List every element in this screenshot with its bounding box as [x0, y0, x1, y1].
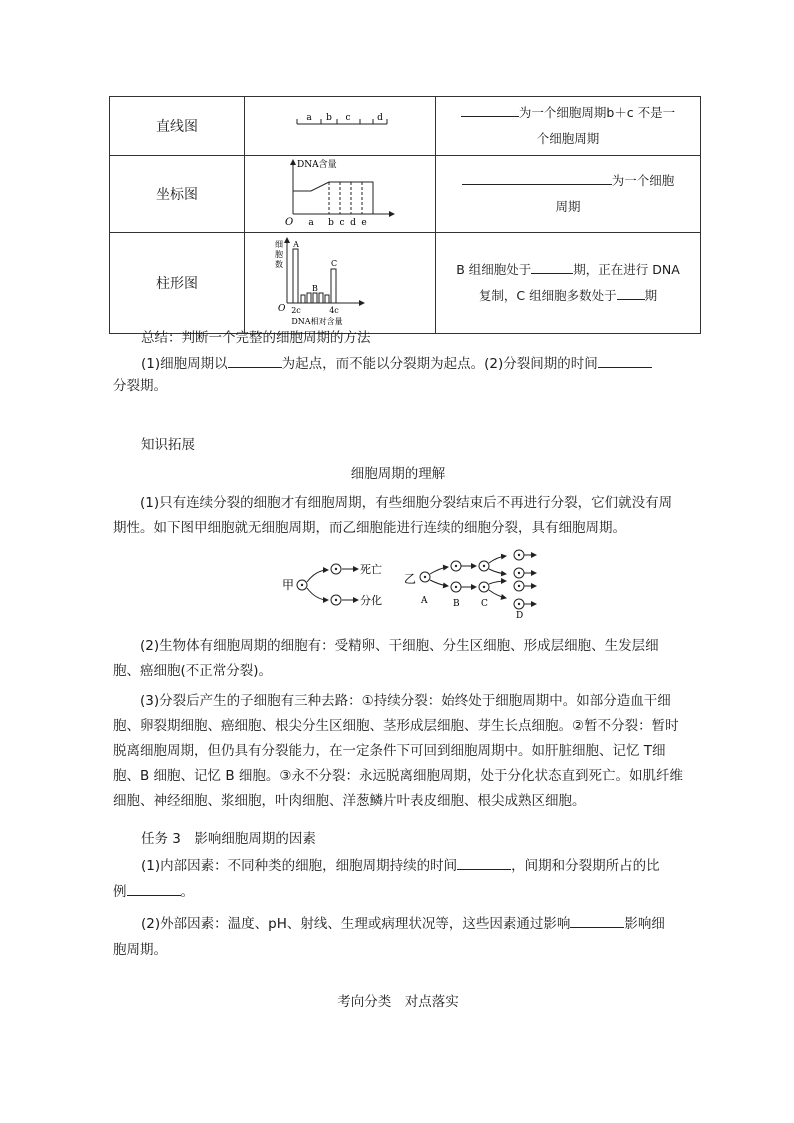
answer-text: B 组细胞处于	[456, 262, 532, 277]
origin-label: O	[278, 304, 286, 314]
coordinate-diagram-cell	[245, 156, 436, 233]
segment-label: a	[306, 113, 312, 123]
x-tick-label: e	[361, 218, 367, 228]
bar-label: B	[312, 284, 318, 293]
x-tick-label: b	[328, 218, 334, 228]
answer-blank	[598, 353, 652, 368]
answer-blank	[228, 353, 282, 368]
line-diagram-cell	[245, 97, 436, 156]
row-label: 坐标图	[110, 156, 245, 233]
section-title: 考向分类 对点落实	[337, 994, 459, 1010]
table-row	[110, 156, 701, 233]
answer-cell	[436, 156, 701, 233]
segment-label: d	[377, 113, 383, 123]
task-paragraph-2: (2)外部因素：温度、pH、射线、生理或病理状况等，这些因素通过影响 影响细 胞周期。	[113, 911, 683, 963]
bar-label: C	[330, 259, 338, 268]
answer-text: 周期	[555, 199, 581, 214]
coordinate-diagram	[245, 156, 435, 228]
x-tick-label: c	[339, 218, 345, 228]
answer-cell	[436, 233, 701, 334]
label-stage: D	[516, 611, 524, 620]
y-axis-label-char: 胞	[275, 250, 283, 259]
table-row	[110, 97, 701, 156]
answer-text: 为一个细胞周期b＋c 不是一	[518, 105, 676, 120]
answer-blank	[127, 881, 181, 896]
section-heading: 知识拓展	[141, 437, 195, 453]
section-title: 细胞周期的理解	[350, 466, 446, 482]
summary-title: 总结：判断一个完整的细胞周期的方法	[141, 330, 371, 346]
answer-blank	[617, 285, 645, 300]
row-label: 直线图	[110, 97, 245, 156]
answer-text: 复制，C 组细胞多数处于	[478, 288, 617, 303]
segment-label: c	[345, 113, 351, 123]
answer-text: 期，正在进行 DNA	[573, 262, 680, 277]
label-jia: 甲	[282, 578, 295, 592]
x-tick-label: a	[308, 218, 314, 228]
answer-cell	[436, 97, 701, 156]
extension-paragraph-3: (3)分裂后产生的子细胞有三种去路：①持续分裂：始终处于细胞周期中。如部分造血干细胞、卵裂期细胞、癌细胞、根尖分生区细胞、茎形成层细胞、芽生长点细胞。②暂不分裂：暂时脱离细胞周期，但仍具有分裂能力，在一定条件下可回到细胞周期中。如肝脏细胞、记忆 T细胞、B 细胞、记忆 B 细胞。③永不分裂：永远脱离细胞周期，处于分化状态直到死亡。如肌纤维细胞、神经细胞、浆细胞，叶肉细胞、洋葱鳞片叶表皮细胞、根尖成熟区细胞。	[113, 693, 683, 809]
summary-paragraph: (1)细胞周期以 为起点，而不能以分裂期为起点。(2)分裂间期的时间 分裂期。	[113, 353, 683, 397]
label-death: 死亡	[360, 563, 382, 576]
x-tick-label: 4c	[329, 306, 339, 315]
answer-blank	[461, 102, 519, 117]
label-differentiation: 分化	[360, 594, 382, 607]
bar-label: A	[293, 240, 299, 249]
label-stage: B	[453, 599, 460, 609]
y-axis-label: DNA含量	[297, 160, 337, 170]
x-tick-label: d	[350, 218, 356, 228]
segment-label: b	[326, 113, 332, 123]
row-label: 柱形图	[110, 233, 245, 334]
table-row	[110, 233, 701, 334]
cell-division-figure	[280, 548, 540, 620]
extension-paragraph-2: (2)生物体有细胞周期的细胞有：受精卵、干细胞、分生区细胞、形成层细胞、生发层细胞、癌细胞(不正常分裂)。	[113, 638, 659, 679]
label-stage: A	[421, 596, 428, 606]
label-yi: 乙	[404, 572, 417, 586]
answer-text: 为一个细胞	[611, 173, 675, 188]
task-paragraph-1: (1)内部因素：不同种类的细胞，细胞周期持续的时间 ，间期和分裂期所占的比 例 。	[113, 853, 683, 905]
answer-blank	[457, 855, 511, 870]
answer-blank	[531, 259, 573, 274]
x-axis-label: DNA相对含量	[291, 317, 343, 326]
answer-text: 个细胞周期	[536, 131, 600, 146]
label-stage: C	[481, 599, 488, 609]
task-title: 任务 3 影响细胞周期的因素	[141, 831, 316, 847]
x-tick-label: 2c	[291, 306, 301, 315]
cell-cycle-table	[109, 96, 701, 334]
line-diagram	[245, 97, 435, 151]
extension-paragraph-1: (1)只有连续分裂的细胞才有细胞周期，有些细胞分裂结束后不再进行分裂，它们就没有周期性。如下图甲细胞就无细胞周期，而乙细胞能进行连续的细胞分裂，具有细胞周期。	[113, 495, 673, 536]
origin-label: O	[285, 217, 294, 228]
y-axis-label-char: 数	[275, 260, 283, 269]
answer-text: 期	[644, 288, 658, 303]
bar-diagram-cell	[245, 233, 436, 334]
y-axis-label-char: 细	[275, 240, 283, 249]
bar-diagram	[245, 233, 435, 329]
answer-blank	[462, 170, 612, 185]
answer-blank	[570, 913, 624, 928]
